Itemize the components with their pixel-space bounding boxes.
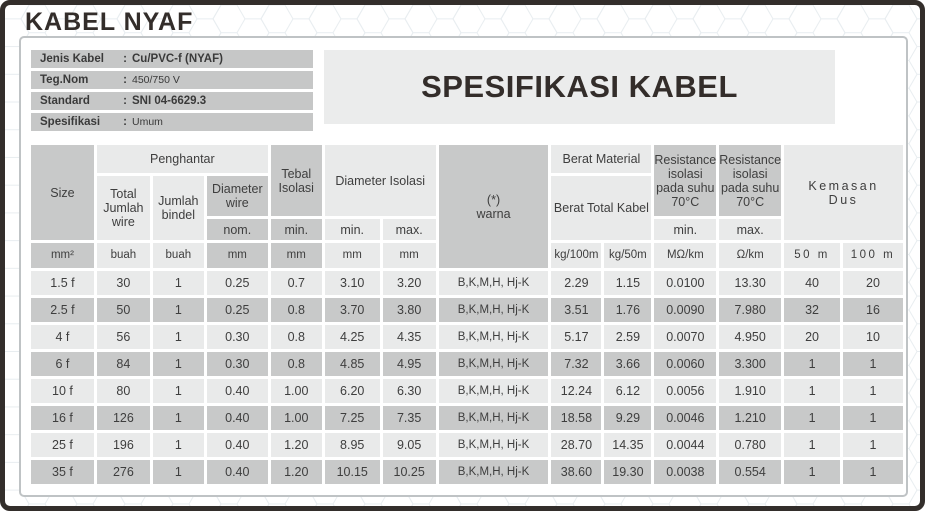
unit-kemasan-100m: 100 m: [843, 243, 903, 268]
info-row-teg-nom: [31, 71, 313, 89]
table-cell: 40: [784, 271, 840, 295]
table-cell: 0.0044: [654, 433, 716, 457]
table-cell: 4.85: [325, 352, 380, 376]
col-header-resistance-min: Resistance isolasi pada suhu 70°C: [654, 145, 716, 216]
info-separator: :: [123, 53, 127, 65]
table-cell: B,K,M,H, Hj-K: [439, 271, 549, 295]
info-label: Teg.Nom: [40, 74, 89, 86]
table-cell: 2.5 f: [31, 298, 94, 322]
table-cell: 1: [153, 460, 204, 484]
unit-berat-per-50m: kg/50m: [604, 243, 651, 268]
table-cell: 19.30: [604, 460, 651, 484]
table-cell: 2.59: [604, 325, 651, 349]
table-cell: 1: [784, 460, 840, 484]
table-cell: 35 f: [31, 460, 94, 484]
table-cell: 10.15: [325, 460, 380, 484]
col-header-resistance-max: Resistance isolasi pada suhu 70°C: [719, 145, 781, 216]
subheader-resistance-max: max.: [719, 219, 781, 240]
info-box: [31, 50, 313, 134]
info-row-jenis-kabel: [31, 50, 313, 68]
table-cell: 0.40: [207, 406, 268, 430]
table-cell: 3.10: [325, 271, 380, 295]
spec-table-body: [31, 271, 903, 484]
table-cell: 0.8: [271, 352, 322, 376]
table-cell: 56: [97, 325, 150, 349]
col-header-jumlah-bindel: Jumlah bindel: [153, 176, 204, 240]
col-header-berat-total-kabel: Berat Total Kabel: [551, 176, 651, 240]
table-cell: 10: [843, 325, 903, 349]
info-label: Standard: [40, 95, 90, 107]
table-cell: 2.29: [551, 271, 601, 295]
table-cell: 1: [153, 298, 204, 322]
table-cell: 1: [153, 433, 204, 457]
table-cell: 28.70: [551, 433, 601, 457]
subheader-resistance-min: min.: [654, 219, 716, 240]
table-cell: 12.24: [551, 379, 601, 403]
table-cell: 1: [153, 406, 204, 430]
table-cell: 0.0056: [654, 379, 716, 403]
info-label: Jenis Kabel: [40, 53, 104, 65]
unit-diameter-wire: mm: [207, 243, 268, 268]
table-row: [31, 379, 903, 403]
info-separator: :: [123, 95, 127, 107]
table-cell: B,K,M,H, Hj-K: [439, 298, 549, 322]
unit-jumlah-bindel: buah: [153, 243, 204, 268]
table-cell: 10.25: [383, 460, 436, 484]
table-cell: 0.554: [719, 460, 781, 484]
table-cell: 1: [784, 433, 840, 457]
table-cell: 10 f: [31, 379, 94, 403]
table-cell: 0.30: [207, 325, 268, 349]
table-cell: 7.35: [383, 406, 436, 430]
table-cell: 84: [97, 352, 150, 376]
table-cell: 8.95: [325, 433, 380, 457]
table-row: [31, 271, 903, 295]
table-cell: 18.58: [551, 406, 601, 430]
col-header-tebal-isolasi: Tebal Isolasi: [271, 145, 322, 216]
subheader-diameter-wire-nom: nom.: [207, 219, 268, 240]
table-row: [31, 406, 903, 430]
table-cell: B,K,M,H, Hj-K: [439, 352, 549, 376]
table-cell: 0.0060: [654, 352, 716, 376]
unit-size: mm²: [31, 243, 94, 268]
col-header-diameter-wire: Diameter wire: [207, 176, 268, 216]
table-cell: 50: [97, 298, 150, 322]
unit-total-jumlah-wire: buah: [97, 243, 150, 268]
spec-table: [28, 142, 906, 487]
table-row: [31, 325, 903, 349]
table-cell: 14.35: [604, 433, 651, 457]
table-cell: 1: [843, 352, 903, 376]
table-cell: 4.35: [383, 325, 436, 349]
col-group-kemasan-dus: [784, 145, 903, 240]
table-cell: 32: [784, 298, 840, 322]
table-cell: B,K,M,H, Hj-K: [439, 379, 549, 403]
table-cell: 13.30: [719, 271, 781, 295]
col-group-berat-material: Berat Material: [551, 145, 651, 173]
table-cell: 3.300: [719, 352, 781, 376]
table-cell: B,K,M,H, Hj-K: [439, 406, 549, 430]
table-cell: 16: [843, 298, 903, 322]
table-cell: 80: [97, 379, 150, 403]
page-title: KABEL NYAF: [25, 8, 194, 36]
info-label: Spesifikasi: [40, 116, 101, 128]
info-value: Umum: [132, 116, 163, 128]
unit-resistance-min: MΩ/km: [654, 243, 716, 268]
table-cell: 6.12: [604, 379, 651, 403]
col-header-size: Size: [31, 145, 94, 240]
info-value: 450/750 V: [132, 74, 180, 86]
table-cell: 30: [97, 271, 150, 295]
table-cell: 1: [153, 352, 204, 376]
table-cell: 4 f: [31, 325, 94, 349]
table-cell: 1.00: [271, 406, 322, 430]
kemasan-line1: Kemasan: [808, 178, 879, 193]
table-cell: 6.30: [383, 379, 436, 403]
table-row: [31, 352, 903, 376]
table-cell: 1.20: [271, 433, 322, 457]
table-cell: 7.980: [719, 298, 781, 322]
table-cell: 0.0070: [654, 325, 716, 349]
table-cell: 1: [153, 325, 204, 349]
table-cell: 3.80: [383, 298, 436, 322]
table-cell: 9.29: [604, 406, 651, 430]
table-cell: 0.40: [207, 460, 268, 484]
table-cell: 9.05: [383, 433, 436, 457]
table-cell: 1: [784, 406, 840, 430]
table-cell: 196: [97, 433, 150, 457]
table-row: [31, 460, 903, 484]
spec-banner-title: SPESIFIKASI KABEL: [421, 69, 738, 104]
table-cell: 1.210: [719, 406, 781, 430]
table-cell: B,K,M,H, Hj-K: [439, 460, 549, 484]
table-cell: 16 f: [31, 406, 94, 430]
unit-kemasan-50m: 50 m: [784, 243, 840, 268]
table-cell: 1.910: [719, 379, 781, 403]
table-cell: 1.20: [271, 460, 322, 484]
subheader-tebal-isolasi-min: min.: [271, 219, 322, 240]
col-group-penghantar: Penghantar: [97, 145, 268, 173]
table-cell: 1: [153, 379, 204, 403]
table-cell: B,K,M,H, Hj-K: [439, 325, 549, 349]
table-cell: B,K,M,H, Hj-K: [439, 433, 549, 457]
col-header-total-jumlah-wire: Total Jumlah wire: [97, 176, 150, 240]
unit-berat-per-100m: kg/100m: [551, 243, 601, 268]
table-cell: 20: [784, 325, 840, 349]
table-cell: 1: [784, 352, 840, 376]
table-cell: 1: [153, 271, 204, 295]
table-cell: 1: [843, 460, 903, 484]
table-row: [31, 298, 903, 322]
subheader-diameter-isolasi-min: min.: [325, 219, 380, 240]
spec-banner: [324, 50, 835, 124]
table-cell: 38.60: [551, 460, 601, 484]
warna-line2: warna: [476, 206, 511, 221]
table-cell: 6.20: [325, 379, 380, 403]
col-header-warna: [439, 145, 549, 268]
table-cell: 1: [843, 379, 903, 403]
table-cell: 4.25: [325, 325, 380, 349]
col-group-diameter-isolasi: Diameter Isolasi: [325, 145, 436, 216]
table-cell: 276: [97, 460, 150, 484]
table-cell: 3.70: [325, 298, 380, 322]
table-cell: 0.0046: [654, 406, 716, 430]
table-cell: 0.25: [207, 271, 268, 295]
unit-diameter-isolasi-max: mm: [383, 243, 436, 268]
table-cell: 7.32: [551, 352, 601, 376]
table-row: [31, 433, 903, 457]
table-cell: 1: [843, 433, 903, 457]
table-cell: 126: [97, 406, 150, 430]
table-cell: 0.0100: [654, 271, 716, 295]
table-cell: 1.5 f: [31, 271, 94, 295]
table-cell: 0.30: [207, 352, 268, 376]
table-cell: 0.25: [207, 298, 268, 322]
table-cell: 20: [843, 271, 903, 295]
table-cell: 5.17: [551, 325, 601, 349]
table-cell: 0.0090: [654, 298, 716, 322]
table-cell: 0.40: [207, 433, 268, 457]
unit-diameter-isolasi-min: mm: [325, 243, 380, 268]
unit-resistance-max: Ω/km: [719, 243, 781, 268]
info-value: Cu/PVC-f (NYAF): [132, 53, 223, 65]
kemasan-line2: Dus: [828, 192, 859, 207]
table-cell: 3.20: [383, 271, 436, 295]
subheader-diameter-isolasi-max: max.: [383, 219, 436, 240]
table-cell: 25 f: [31, 433, 94, 457]
info-value: SNI 04-6629.3: [132, 95, 207, 107]
table-cell: 0.8: [271, 298, 322, 322]
table-cell: 1: [843, 406, 903, 430]
unit-tebal-isolasi: mm: [271, 243, 322, 268]
warna-line1: (*): [486, 192, 501, 207]
table-cell: 0.8: [271, 325, 322, 349]
table-cell: 3.51: [551, 298, 601, 322]
info-separator: :: [123, 74, 127, 86]
table-cell: 0.40: [207, 379, 268, 403]
table-cell: 7.25: [325, 406, 380, 430]
info-separator: :: [123, 116, 127, 128]
table-cell: 1.15: [604, 271, 651, 295]
table-cell: 0.0038: [654, 460, 716, 484]
info-row-spesifikasi: [31, 113, 313, 131]
table-cell: 4.95: [383, 352, 436, 376]
table-cell: 1: [784, 379, 840, 403]
content-panel: [19, 36, 908, 497]
table-cell: 1.00: [271, 379, 322, 403]
table-cell: 0.780: [719, 433, 781, 457]
info-row-standard: [31, 92, 313, 110]
table-cell: 0.7: [271, 271, 322, 295]
table-cell: 6 f: [31, 352, 94, 376]
table-cell: 1.76: [604, 298, 651, 322]
table-cell: 4.950: [719, 325, 781, 349]
table-cell: 3.66: [604, 352, 651, 376]
